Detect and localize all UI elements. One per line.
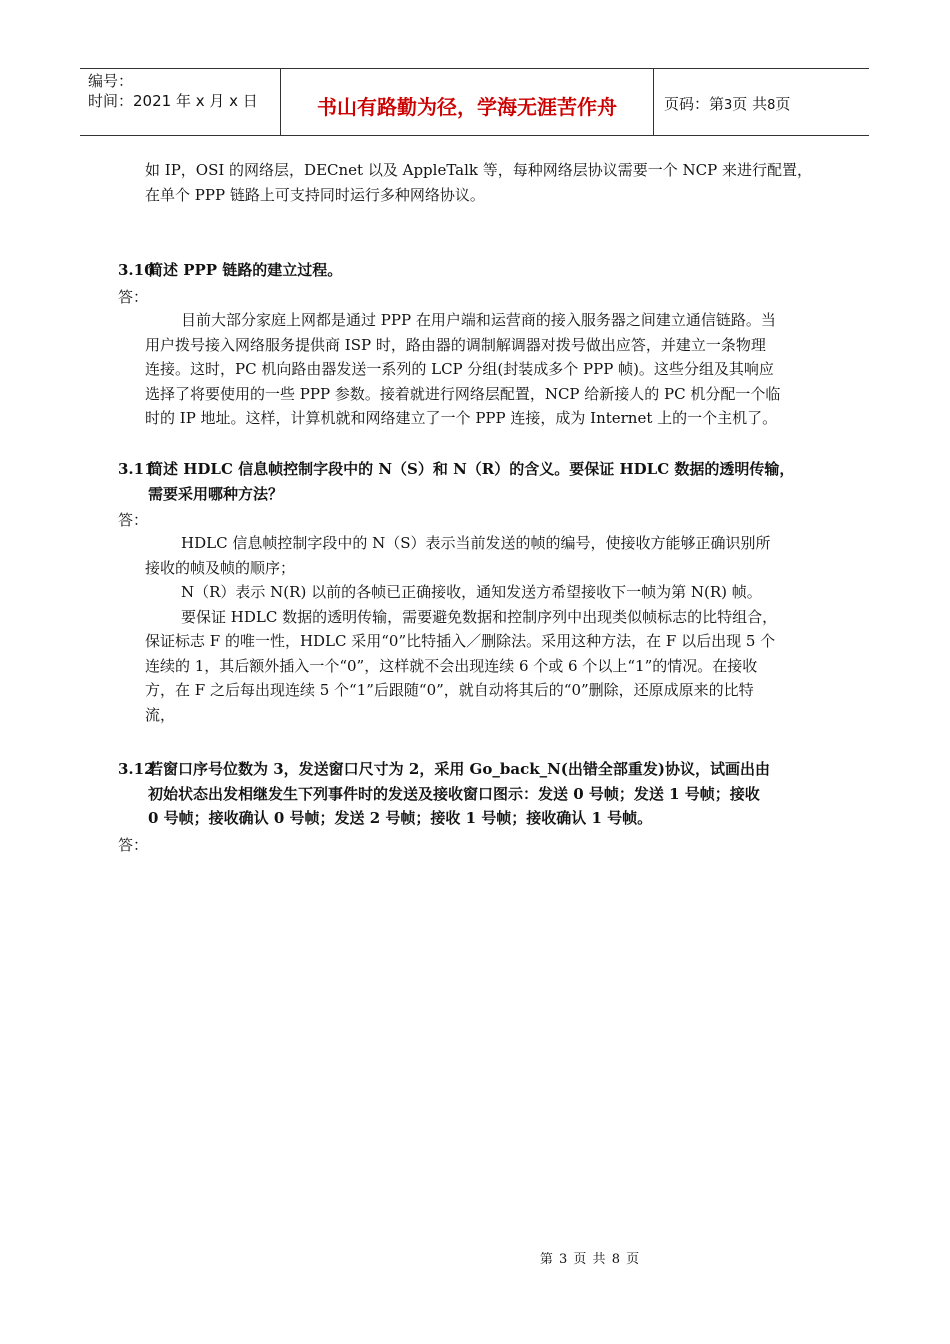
header-divider-right: [653, 69, 654, 135]
answer-line: 接收的帧及帧的顺序；: [145, 558, 296, 577]
question-number: 3.10: [118, 261, 155, 279]
intro-line: 如 IP，OSI 的网络层，DECnet 以及 AppleTalk 等，每种网络层协议需要一个 NCP 来进行配置，: [145, 161, 812, 179]
question-text: 简述 PPP 链路的建立过程。: [148, 261, 343, 279]
page-header: [80, 68, 869, 136]
question-text: 简述 HDLC 信息帧控制字段中的 N（S）和 N（R）的含义。要保证 HDLC 数据的透明传输，: [148, 460, 795, 478]
intro-line: 在单个 PPP 链路上可支持同时运行多种网络协议。: [145, 185, 485, 204]
header-time-label: 时间：2021 年 x 月 x 日: [88, 92, 258, 110]
question-number: 3.12: [118, 760, 155, 778]
question-3-12: [118, 757, 848, 831]
answer-line: 要保证 HDLC 数据的透明传输，需要避免数据和控制序列中出现类似帧标志的比特组合，: [181, 607, 778, 626]
question-number: 3.11: [118, 460, 155, 478]
answer-line: N（R）表示 N(R) 以前的各帧已正确接收，通知发送方希望接收下一帧为第 N(R) 帧。: [181, 583, 762, 601]
answer-line: 连接。这时，PC 机向路由器发送一系列的 LCP 分组(封装成多个 PPP 帧)。这些分组及其响应: [145, 360, 774, 378]
answer-line: 时的 IP 地址。这样，计算机就和网络建立了一个 PPP 连接，成为 Internet 上的一个主机了。: [145, 409, 778, 427]
question-3-11: [118, 457, 848, 506]
question-text: 若窗口序号位数为 3，发送窗口尺寸为 2，采用 Go_back_N(出错全部重发)协议，试画出由: [148, 760, 770, 778]
answer-3-11: [145, 531, 845, 727]
page-footer: [0, 1248, 950, 1267]
header-page-total: 8: [767, 98, 776, 113]
question-text: 需要采用哪种方法？: [148, 484, 284, 503]
header-page-mid: 页 共: [732, 95, 768, 113]
answer-line: 保证标志 F 的唯一性，HDLC 采用“0”比特插入／删除法。采用这种方法，在 F 以后出现 5 个: [145, 632, 776, 650]
header-page-current: 3: [724, 98, 733, 113]
answer-label-3-10: 答：: [118, 288, 149, 306]
question-text: 0 号帧；接收确认 0 号帧；发送 2 号帧；接收 1 号帧；接收确认 1 号帧。: [148, 809, 653, 827]
answer-line: 方，在 F 之后每出现连续 5 个“1”后跟随“0”，就自动将其后的“0”删除，还原成原来的比特: [145, 681, 754, 699]
header-motto: 书山有路勤为径，学海无涯苦作舟: [317, 95, 617, 119]
answer-label-3-11: 答：: [118, 511, 149, 529]
header-page-prefix: 页码：第: [664, 95, 725, 113]
answer-line: 目前大部分家庭上网都是通过 PPP 在用户端和运营商的接入服务器之间建立通信链路。当: [181, 311, 776, 329]
answer-label-3-12: 答：: [118, 836, 149, 854]
intro-paragraph: [145, 158, 845, 207]
header-code-label: 编号：: [88, 72, 134, 90]
question-text: 初始状态出发相继发生下列事件时的发送及接收窗口图示：发送 0 号帧；发送 1 号帧；接收: [148, 784, 760, 803]
header-meta: [88, 71, 258, 111]
header-page-suffix: 页: [775, 95, 791, 113]
answer-line: HDLC 信息帧控制字段中的 N（S）表示当前发送的帧的编号，使接收方能够正确识别所: [181, 534, 771, 552]
answer-line: 连续的 1，其后额外插入一个“0”，这样就不会出现连续 6 个或 6 个以上“1”的情况。在接收: [145, 656, 758, 675]
answer-line: 选择了将要使用的一些 PPP 参数。接着就进行网络层配置，NCP 给新接人的 PC 机分配一个临: [145, 384, 781, 403]
answer-3-10: [145, 308, 845, 431]
question-3-10: [118, 258, 848, 283]
answer-line: 用户拨号接入网络服务提供商 ISP 时，路由器的调制解调器对拨号做出应答，并建立一条物理: [145, 335, 766, 354]
answer-line: 流，: [145, 705, 176, 724]
footer-page-number: 第 3 页 共 8 页: [539, 1252, 641, 1267]
header-page-info: [664, 93, 790, 114]
